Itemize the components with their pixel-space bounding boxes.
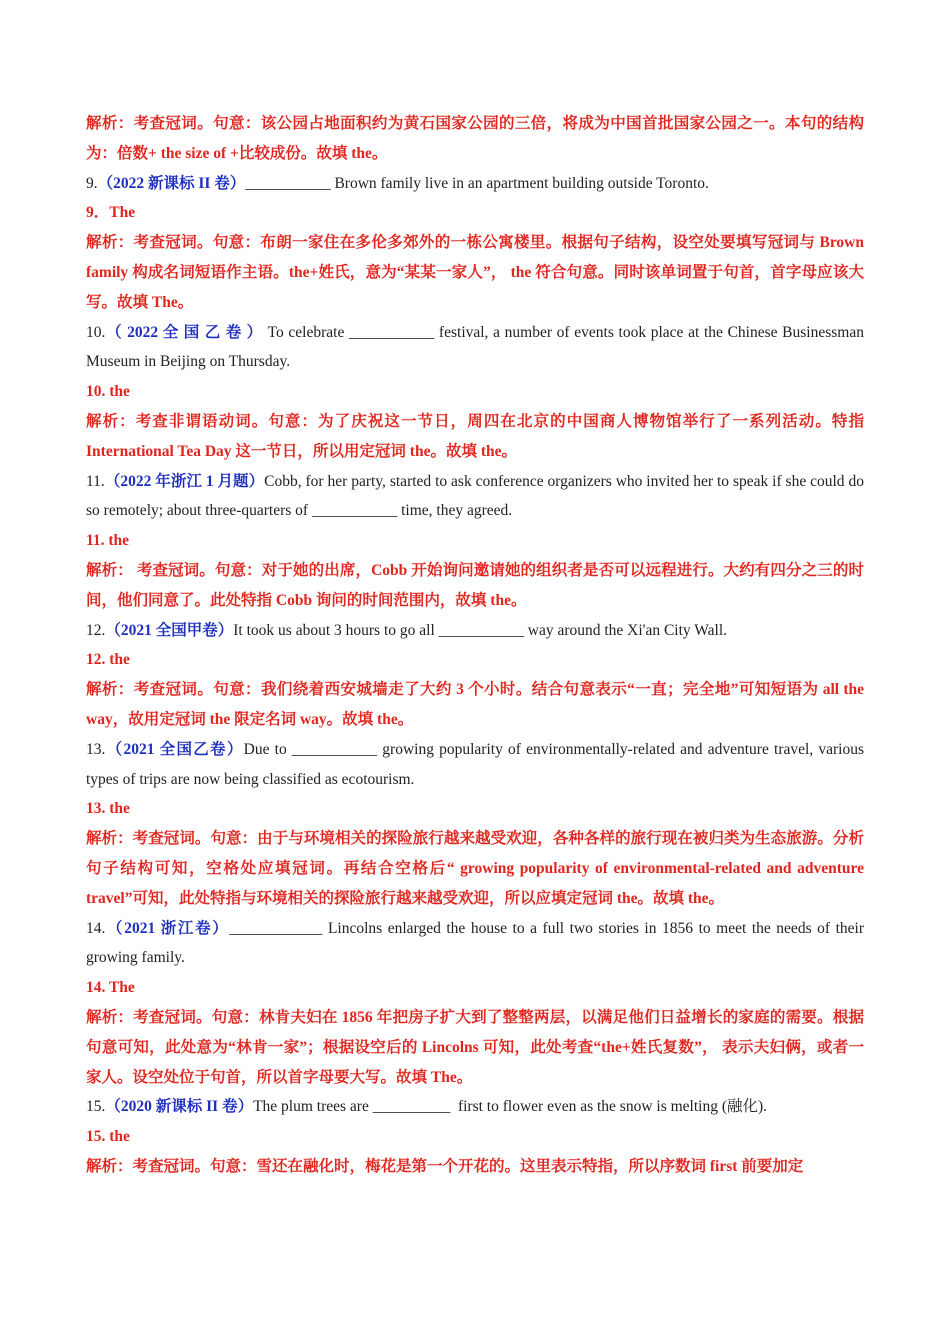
- question-source: （2021 全国乙卷）: [105, 740, 244, 758]
- question-source: （2022 年浙江 1 月题）: [104, 472, 265, 490]
- question-12: [86, 616, 864, 646]
- explanation-9: 解析：考查冠词。句意：布朗一家住在多伦多郊外的一栋公寓楼里。根据句子结构，设空处要填写冠词与 Brown family 构成名词短语作主语。the+姓氏，意为“某某一家人”， the 符合句意。同时该单词置于句首，首字母应该大写。故填 The。: [86, 234, 864, 311]
- question-text: To celebrate ___________ festival, a number of events took place at the Chinese Businessman Museum in Beijing on Thursday.: [86, 323, 864, 371]
- explanation-11: 解析： 考查冠词。句意：对于她的出席，Cobb 开始询问邀请她的组织者是否可以远程进行。大约有四分之三的时间，他们同意了。此处特指 Cobb 询问的时间范围内，故填 the。: [86, 561, 864, 609]
- question-number: 10.: [86, 323, 106, 341]
- explanation-10: 解析：考查非谓语动词。句意：为了庆祝这一节日，周四在北京的中国商人博物馆举行了一系列活动。特指 International Tea Day 这一节日，所以用定冠词 the。故填 the。: [86, 412, 864, 460]
- question-text: It took us about 3 hours to go all ___________ way around the Xi'an City Wall.: [233, 621, 728, 639]
- answer-12: 12. the: [86, 651, 130, 669]
- question-number: 13.: [86, 740, 106, 758]
- question-source: （2021 全国甲卷）: [105, 621, 234, 639]
- question-9: [86, 169, 864, 199]
- question-number: 11.: [86, 472, 105, 490]
- answer-10: 10. the: [86, 383, 130, 401]
- question-text: Due to ___________ growing popularity of environmentally-related and adventure travel, various types of trips are now being classified as ecotourism.: [86, 740, 864, 788]
- explanation-15: 解析：考查冠词。句意：雪还在融化时，梅花是第一个开花的。这里表示特指，所以序数词 first 前要加定: [86, 1157, 804, 1175]
- question-source: （ 2022 全 国 乙 卷 ）: [105, 323, 263, 341]
- question-10: [86, 318, 864, 378]
- question-text: ____________ Lincolns enlarged the house to a full two stories in 1856 to meet the needs of their growing family.: [86, 919, 864, 967]
- question-15: [86, 1092, 864, 1122]
- answer-11: 11. the: [86, 532, 130, 550]
- question-text: The plum trees are __________ first to flower even as the snow is melting (融化).: [253, 1098, 768, 1116]
- question-number: 14.: [86, 919, 106, 937]
- question-text: Cobb, for her party, started to ask conference organizers who invited her to speak if she could do so remotely; about three-quarters of ___________ time, they agreed.: [86, 472, 864, 520]
- answer-9: 9．The: [86, 204, 136, 222]
- answer-15: 15. the: [86, 1128, 130, 1146]
- document-body: [86, 109, 864, 1182]
- question-number: 12.: [86, 621, 106, 639]
- explanation-8: 解析：考查冠词。句意：该公园占地面积约为黄石国家公园的三倍，将成为中国首批国家公园之一。本句的结构为：倍数+ the size of +比较成份。故填 the。: [86, 115, 864, 162]
- question-source: （2020 新课标 II 卷）: [105, 1098, 254, 1116]
- question-number: 9.: [86, 174, 98, 192]
- question-source: （2021 浙江卷）: [105, 919, 230, 937]
- question-14: [86, 914, 864, 974]
- question-13: [86, 735, 864, 795]
- explanation-13: 解析：考查冠词。句意：由于与环境相关的探险旅行越来越受欢迎，各种各样的旅行现在被归类为生态旅游。分析句子结构可知，空格处应填冠词。再结合空格后“ growing popularity of environmental-related and adventure travel”可知，此处特指与环境相关的探险旅行越来越受欢迎，所以应填定冠词 the。故填 the。: [86, 830, 864, 907]
- question-number: 15.: [86, 1098, 106, 1116]
- question-text: ___________ Brown family live in an apartment building outside Toronto.: [245, 174, 709, 192]
- question-11: [86, 467, 864, 527]
- question-source: （2022 新课标 II 卷）: [97, 174, 246, 192]
- explanation-14: 解析：考查冠词。句意：林肯夫妇在 1856 年把房子扩大到了整整两层，以满足他们日益增长的家庭的需要。根据句意可知，此处意为“林肯一家”；根据设空后的 Lincolns 可知，此处考查“the+姓氏复数”， 表示夫妇俩，或者一家人。设空处位于句首，所以首字母要大写。故填 The。: [86, 1008, 864, 1086]
- answer-13: 13. the: [86, 800, 130, 818]
- explanation-12: 解析：考查冠词。句意：我们绕着西安城墙走了大约 3 个小时。结合句意表示“一直；完全地”可知短语为 all the way，故用定冠词 the 限定名词 way。故填 the。: [86, 681, 864, 728]
- answer-14: 14. The: [86, 979, 135, 997]
